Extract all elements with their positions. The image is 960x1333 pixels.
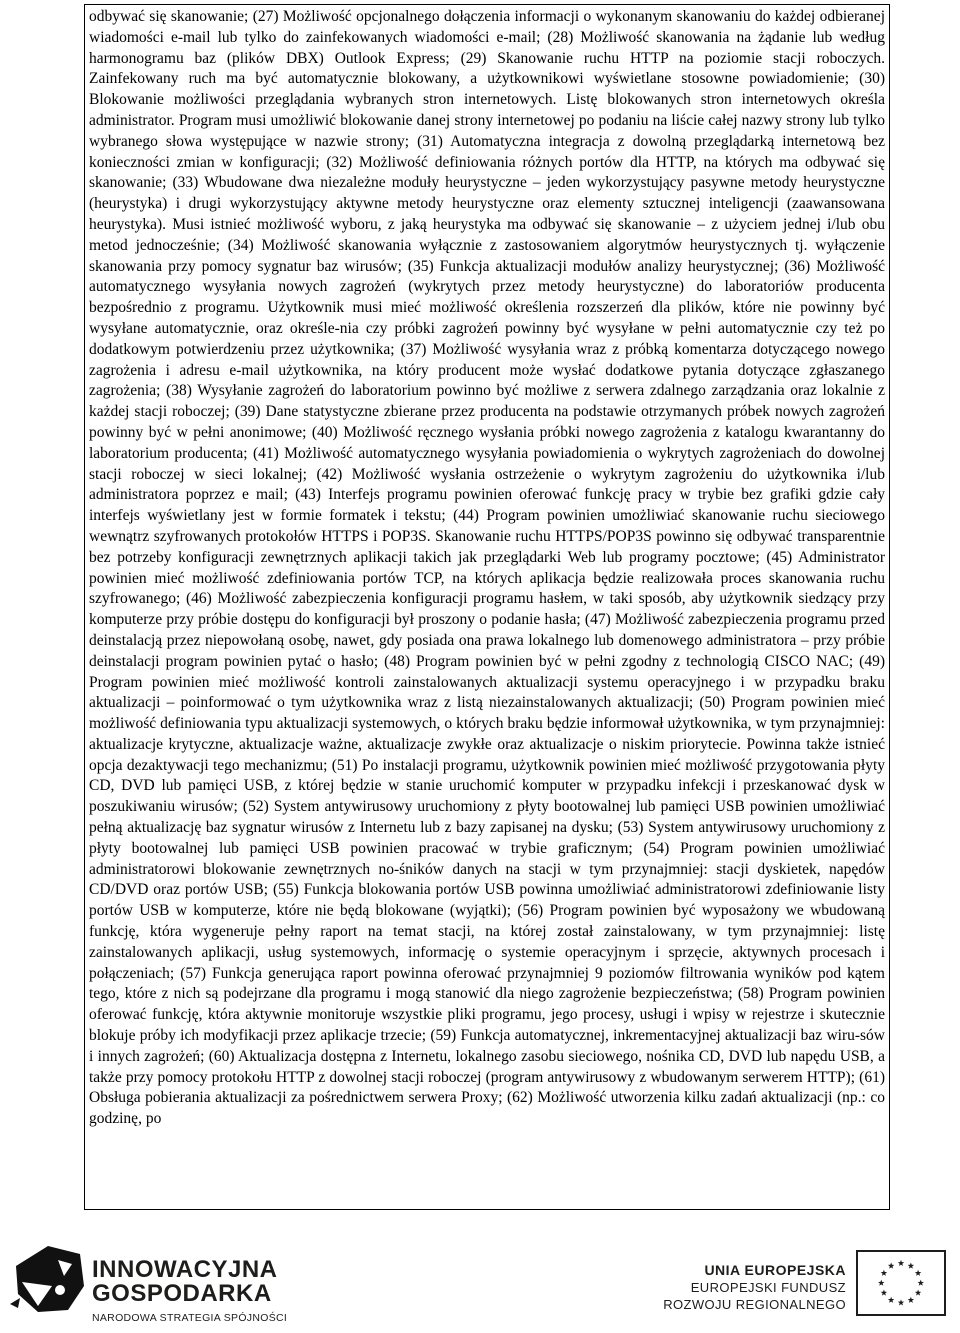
- ig-line2: GOSPODARKA: [92, 1280, 272, 1307]
- eu-line1: UNIA EUROPEJSKA: [704, 1262, 846, 1278]
- eu-line3: ROZWOJU REGIONALNEGO: [663, 1297, 846, 1312]
- eu-star: [908, 1297, 914, 1303]
- eu-line2: EUROPEJSKI FUNDUSZ: [690, 1280, 846, 1295]
- document-paragraph: odbywać się skanowanie; (27) Możliwość opcjonalnego dołączenia informacji o wykonanym skanowaniu do każdej odbieranej wiadomości e-mail lub tylko do zainfekowanych wiadomości e-mail; (28) Możliwość skanowania na żądanie lub według harmonogramu baz (plików DBX) Outlook Express; (29) Skanowanie ruchu HTTP na poziomie stacji roboczych. Zainfekowany ruch ma być automatycznie blokowany, a użytkownikowi wyświetlane stosowne powiadomienie; (30) Blokowanie możliwości przeglądania wybranych stron internetowych. Listę blokowanych stron internetowych określa administrator. Program musi umożliwić blokowanie danej strony internetowej po podaniu na liście całej nazwy strony lub tylko wybranego słowa występujące w nazwie strony; (31) Automatyczna integracja z dowolną przeglądarką internetową bez konieczności zmian w konfiguracji; (32) Możliwość definiowania różnych portów dla HTTP, na których ma odbywać się skanowanie; (33) Wbudowane dwa niezależne moduły heurystyczne – jeden wykorzystujący pasywne metody heurystyczne (heurystyka) i drugi wykorzystujący aktywne metody heurystyczne oraz elementy sztucznej inteligencji (zaawansowana heurystyka). Musi istnieć możliwość wyboru, z jaką heurystyka ma odbywać się skanowanie – z użyciem jednej i/lub obu metod jednocześnie; (34) Możliwość skanowania wyłącznie z zastosowaniem algorytmów heurystycznych tj. wyłączenie skanowania przy pomocy sygnatur baz wirusów; (35) Funkcja aktualizacji modułów analizy heurystycznej; (36) Możliwość automatycznego wysyłania nowych zagrożeń (wykrytych przez metody heurystyczne) do laboratoriów producenta bezpośrednio z programu. Użytkownik musi mieć możliwość określenia rozszerzeń dla plików, które nie powinny być wysyłane automatycznie, oraz określe-nia czy próbki zagrożeń powinny być wysyłane w pełni automatycznie czy też po dodatkowym potwierdzeniu przez użytkownika; (37) Możliwość wysyłania wraz z próbką komentarza dotyczącego nowego zagrożenia i adresu e-mail użytkownika, na który producent może wysłać dodatkowe pytania dotyczące zgłaszanego zagrożenia; (38) Wysyłanie zagrożeń do laboratorium powinno być możliwe z serwera zdalnego zarządzania oraz lokalnie z każdej stacji roboczej; (39) Dane statystyczne zbierane przez producenta na podstawie otrzymanych próbek nowych zagrożeń powinny być w pełni anonimowe; (40) Możliwość ręcznego wysłania próbki nowego zagrożenia z katalogu kwarantanny do laboratorium producenta; (41) Możliwość automatycznego wysyłania powiadomienia o wykrytych zagrożeniach do dowolnej stacji roboczej w sieci lokalnej; (42) Możliwość wysłania ostrzeżenie o wykrytym zagrożeniu do użytkownika i/lub administratora poprzez e mail; (43) Interfejs programu powinien oferować funkcję pracy w trybie bez grafiki gdzie cały interfejs wyświetlany jest w formie formatek i tekstu; (44) Program powinien umożliwiać skanowanie ruchu sieciowego wewnątrz szyfrowanych protokołów HTTPS i POP3S. Skanowanie ruchu HTTPS/POP3S powinno się odbywać transparentnie bez potrzeby konfiguracji zewnętrznych aplikacji takich jak przeglądarki Web lub programy pocztowe; (45) Administrator powinien mieć możliwość zdefiniowania portów TCP, na których aplikacja będzie realizowała proces skanowania ruchu szyfrowanego; (46) Możliwość zabezpieczenia konfiguracji programu hasłem, w taki sposób, aby użytkownik siedzący przy komputerze przy próbie dostępu do konfiguracji był proszony o podanie hasła; (47) Możliwość zabezpieczenia programu przed deinstalacją przez niepowołaną osobę, nawet, gdy posiada ona prawa lokalnego lub domenowego administratora – przy próbie deinstalacji program powinien pytać o hasło; (48) Program powinien być w pełni zgodny z technologią CISCO NAC; (49) Program powinien mieć możliwość kontroli zainstalowanych aktualizacji systemu operacyjnego i w przypadku braku aktualizacji – poinformować o tym użytkownika wraz z listą niezainstalowanych aktualizacji; (50) Program powinien mieć możliwość definiowania typu aktualizacji systemowych, o których braku będzie informował użytkownika, w tym przynajmniej: aktualizacje krytyczne, aktualizacje ważne, aktualizacje zwykłe oraz aktualizacje o niskim priorytecie. Powinna także istnieć opcja dezaktywacji tego mechanizmu; (51) Po instalacji programu, użytkownik powinien mieć możliwość przygotowania płyty CD, DVD lub pamięci USB, z której będzie w stanie uruchomić komputer w przypadku infekcji i przeskanować dysk w poszukiwaniu wirusów; (52) System antywirusowy uruchomiony z płyty bootowalnej lub pamięci USB powinien umożliwiać pełną aktualizację baz sygnatur wirusów z Internetu lub z bazy zapisanej na dysku; (53) System antywirusowy uruchomiony z płyty bootowalnej lub pamięci USB powinien pracować w trybie graficznym; (54) Program powinien umożliwiać administratorowi blokowanie zewnętrznych no-śników danych na stacji w tym przynajmniej: stacji dyskietek, napędów CD/DVD oraz portów USB; (55) Funkcja blokowania portów USB powinna umożliwiać administratorowi zdefiniowanie listy portów USB w komputerze, które nie będą blokowane (wyjątki); (56) Program powinien być wyposażony we wbudowaną funkcję, która wygeneruje pełny raport na temat stacji, na której został zainstalowany, w tym przynajmniej: listę zainstalowanych aplikacji, usług systemowych, informację o systemie operacyjnym i sprzęcie, aktywnych procesach i połączeniach; (57) Funkcja generująca raport powinna oferować przynajmniej 9 poziomów filtrowania wyników pod kątem tego, które z nich są podejrzane dla programu i mogą stanowić dla niego zagrożenie bezpieczeństwa; (58) Program powinien oferować funkcję, która aktywnie monitoruje wszystkie pliki programu, jego procesy, usługi i wpisy w rejestrze i skutecznie blokuje próby ich modyfikacji przez aplikacje trzecie; (59) Funkcja automatycznej, inkrementacyjnej aktualizacji baz wiru-sów i innych zagrożeń; (60) Aktualizacja dostępna z Internetu, lokalnego zasobu sieciowego, nośnika CD, DVD lub napędu USB, a także przy pomocy protokołu HTTP z dowolnej stacji roboczej (program antywirusowy z wbudowanym serwerem HTTP); (61) Obsługa pobierania aktualizacji za pośrednictwem serwera Proxy; (62) Możliwość utworzenia kilku zadań aktualizacji (np.: co godzinę, po: [89, 8, 885, 1128]
- innowacyjna-gospodarka-logo-icon: [8, 1242, 88, 1314]
- eu-star: [898, 1260, 904, 1266]
- eu-star: [915, 1270, 921, 1276]
- page-footer: [0, 1228, 960, 1333]
- eu-star: [878, 1280, 884, 1286]
- ig-line3: NARODOWA STRATEGIA SPÓJNOŚCI: [92, 1312, 288, 1324]
- eu-star: [881, 1270, 887, 1276]
- eu-star: [888, 1297, 894, 1303]
- document-text-frame: [84, 4, 890, 1210]
- innowacyjna-gospodarka-wordmark: [92, 1258, 287, 1324]
- eu-star: [918, 1280, 924, 1286]
- eu-star: [898, 1299, 904, 1305]
- eu-fund-wordmark: [663, 1262, 846, 1313]
- eu-star: [888, 1263, 894, 1269]
- eu-star: [908, 1263, 914, 1269]
- eu-star: [915, 1289, 921, 1295]
- ig-line1: INNOWACYJNA: [92, 1256, 278, 1283]
- eu-star: [881, 1289, 887, 1295]
- eu-flag-icon: [856, 1250, 946, 1316]
